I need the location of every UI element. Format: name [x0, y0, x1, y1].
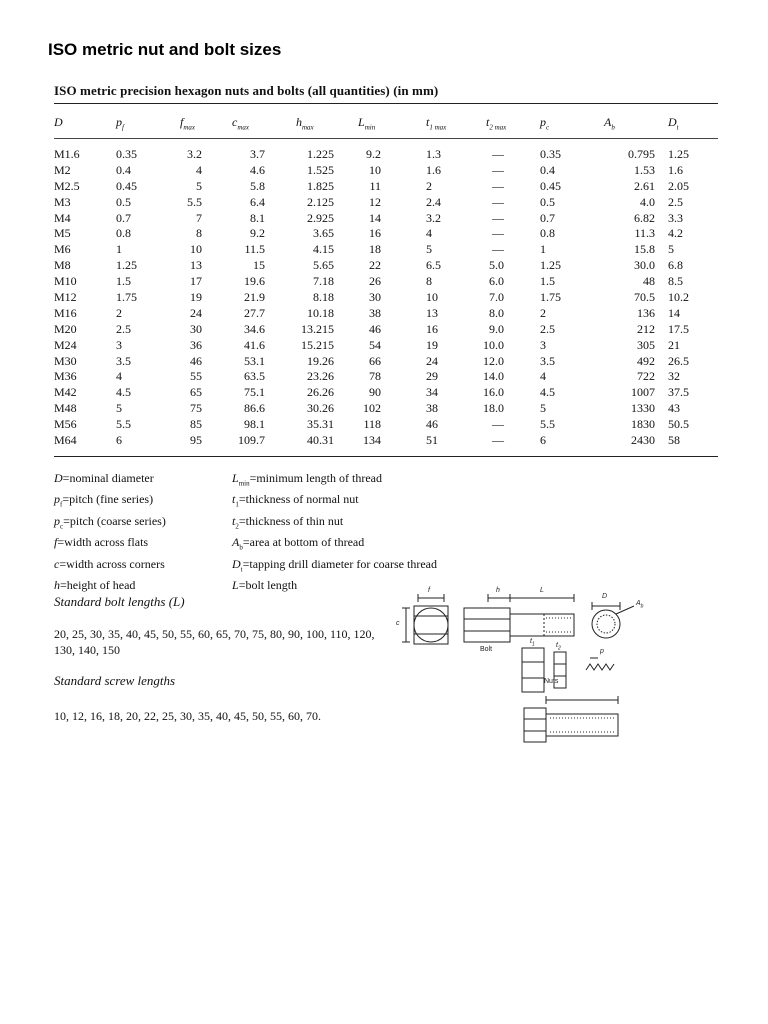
table-row	[0, 195, 768, 211]
screw-lengths-heading: Standard screw lengths	[54, 673, 176, 688]
column-header: $f_{max}$	[180, 115, 196, 132]
legend-left	[54, 470, 166, 599]
table-row	[0, 306, 768, 322]
table-row	[0, 385, 768, 401]
table-cell: 3	[540, 337, 546, 352]
table-cell: 3.2	[426, 210, 441, 225]
table-cell: 11.5	[244, 242, 265, 257]
table-cell: 118	[363, 417, 381, 432]
table-cell: 48	[643, 274, 655, 289]
column-header: D	[54, 115, 63, 129]
table-cell: 4.0	[640, 194, 655, 209]
table-cell: 35.31	[307, 417, 334, 432]
table-row	[0, 322, 768, 338]
legend-entry: c=width across corners	[54, 556, 165, 571]
screw-lengths-text: 10, 12, 16, 18, 20, 22, 25, 30, 35, 40, 45, 50, 55, 60, 70.	[54, 709, 321, 723]
table-cell: 136	[637, 305, 655, 320]
table-cell: 6	[540, 433, 546, 448]
thread-section	[592, 610, 620, 638]
table-cell: 41.6	[244, 337, 265, 352]
table-cell: 1007	[631, 385, 655, 400]
table-cell: 1.75	[540, 290, 561, 305]
table-row	[0, 417, 768, 433]
table-header-rule	[54, 138, 718, 139]
table-cell: 3.2	[187, 147, 202, 161]
table-cell: 23.26	[307, 369, 334, 384]
table-cell: 4	[426, 226, 432, 241]
label-f: f	[428, 587, 430, 594]
table-cell: 5.5	[540, 417, 555, 432]
hex-head-end-view	[414, 606, 448, 644]
table-cell: M42	[54, 385, 77, 400]
table-cell: M5	[54, 226, 71, 241]
table-cell: 90	[369, 385, 381, 400]
table-cell: 58	[668, 433, 680, 448]
table-bottom-rule	[54, 456, 718, 457]
table-cell: 16	[426, 321, 438, 336]
table-cell: 19.26	[307, 353, 334, 368]
table-cell: 1.25	[116, 258, 137, 273]
table-cell: 38	[426, 401, 438, 416]
table-cell: 1.6	[426, 162, 441, 177]
table-cell: 6.8	[668, 258, 683, 273]
table-cell: 492	[637, 353, 655, 368]
table-cell: M24	[54, 337, 77, 352]
label-bolt: Bolt	[480, 646, 493, 653]
table-cell: 1.5	[116, 274, 131, 289]
table-cell: 4.5	[540, 385, 555, 400]
table-cell: 34	[426, 385, 438, 400]
table-cell: 7.0	[489, 290, 504, 305]
table-cell: 24	[190, 305, 202, 320]
table-header-row	[0, 115, 768, 133]
normal-nut	[522, 648, 544, 692]
column-header: $t_{1 max}$	[426, 115, 447, 132]
table-cell: 14	[668, 305, 680, 320]
table-cell: 5	[426, 242, 432, 257]
column-header: $p_c$	[540, 115, 550, 132]
column-header: $L_{min}$	[358, 115, 376, 132]
table-row	[0, 354, 768, 370]
table-cell: 3.7	[250, 147, 265, 161]
table-cell: 2.5	[116, 321, 131, 336]
table-cell: 9.2	[250, 226, 265, 241]
bolt-nut-drawing	[394, 588, 694, 754]
table-cell: 18.0	[483, 401, 504, 416]
table-cell: 75	[190, 401, 202, 416]
table-cell: 14	[369, 210, 381, 225]
label-D: D	[602, 593, 608, 600]
legend-entry: h=height of head	[54, 578, 136, 593]
table-cell: 2.61	[634, 178, 655, 193]
table-cell: 27.7	[244, 305, 265, 320]
table-cell: M4	[54, 210, 71, 225]
table-body	[0, 147, 768, 449]
table-cell: M30	[54, 353, 77, 368]
table-row	[0, 163, 768, 179]
table-cell: 305	[637, 337, 655, 352]
legend-entry: D=nominal diameter	[54, 471, 154, 485]
table-row	[0, 179, 768, 195]
page-title: ISO metric nut and bolt sizes	[48, 40, 282, 59]
table-cell: 0.7	[116, 210, 131, 225]
table-cell: 2.05	[668, 178, 689, 193]
table-cell: 98.1	[244, 417, 265, 432]
column-header: $h_{max}$	[296, 115, 314, 132]
table-cell: 1.53	[634, 162, 655, 177]
table-cell: 9.2	[366, 147, 381, 161]
table-cell: 2	[116, 305, 122, 320]
table-cell: 3.5	[540, 353, 555, 368]
table-cell: 8.1	[250, 210, 265, 225]
legend-right	[232, 470, 437, 599]
legend-entry: $L_{min}=minimum$ length of thread	[232, 471, 382, 488]
table-cell: 1.5	[540, 274, 555, 289]
table-cell: 6	[116, 433, 122, 448]
screw-shank	[546, 714, 618, 736]
legend-entry: L=bolt length	[232, 578, 298, 593]
table-cell: 5.8	[250, 178, 265, 193]
table-row	[0, 242, 768, 258]
table-cell: 5.5	[187, 194, 202, 209]
label-p: p	[600, 648, 604, 655]
table-cell: 0.8	[116, 226, 131, 241]
table-cell: —	[492, 242, 504, 257]
table-cell: 3.65	[313, 226, 334, 241]
legend-entry: f=width across flats	[54, 535, 149, 550]
table-cell: 6.82	[634, 210, 655, 225]
table-cell: 75.1	[244, 385, 265, 400]
table-cell: 0.4	[116, 162, 131, 177]
table-cell: 21.9	[244, 290, 265, 305]
table-cell: 109.7	[238, 433, 265, 448]
table-cell: 2	[426, 178, 432, 193]
table-cell: 13.215	[301, 321, 334, 336]
table-cell: —	[492, 226, 504, 241]
table-cell: 10.2	[668, 290, 689, 305]
table-cell: 4	[540, 369, 546, 384]
table-cell: —	[492, 178, 504, 193]
table-cell: 0.7	[540, 210, 555, 225]
table-cell: 30.26	[307, 401, 334, 416]
table-cell: 85	[190, 417, 202, 432]
table-row	[0, 274, 768, 290]
bolt-shank	[510, 614, 574, 636]
table-row	[0, 369, 768, 385]
table-cell: 65	[190, 385, 202, 400]
table-cell: 5.0	[489, 258, 504, 273]
table-cell: 11	[369, 178, 381, 193]
table-cell: 2430	[631, 433, 655, 448]
table-cell: M6	[54, 242, 71, 257]
table-cell: 19	[190, 290, 202, 305]
legend-entry: $p_f=pitch$ (fine series)	[54, 492, 154, 509]
table-cell: 12	[369, 194, 381, 209]
label-Ab: $A_b$	[636, 600, 644, 610]
table-cell: 2.4	[426, 194, 441, 209]
label-nuts: Nuts	[544, 678, 559, 685]
table-cell: 4.15	[313, 242, 334, 257]
table-row	[0, 258, 768, 274]
table-cell: 5	[668, 242, 674, 257]
table-cell: 1330	[631, 401, 655, 416]
table-cell: 2.925	[307, 210, 334, 225]
legend-entry: $t_1=thickness$ of normal nut	[232, 492, 359, 509]
table-cell: M56	[54, 417, 77, 432]
table-cell: 1.525	[307, 162, 334, 177]
table-cell: 8	[426, 274, 432, 289]
table-cell: 29	[426, 369, 438, 384]
table-cell: 32	[668, 369, 680, 384]
table-cell: 212	[637, 321, 655, 336]
table-cell: 1.825	[307, 178, 334, 193]
table-cell: 0.35	[116, 147, 137, 161]
table-cell: M12	[54, 290, 77, 305]
table-cell: 43	[668, 401, 680, 416]
table-cell: 5.65	[313, 258, 334, 273]
table-cell: 1.25	[540, 258, 561, 273]
table-cell: 17.5	[668, 321, 689, 336]
table-cell: 12.0	[483, 353, 504, 368]
table-cell: 3.3	[668, 210, 683, 225]
table-cell: 66	[369, 353, 381, 368]
bolt-head-side	[464, 608, 510, 642]
table-cell: 17	[190, 274, 202, 289]
table-cell: 26.26	[307, 385, 334, 400]
table-cell: 22	[369, 258, 381, 273]
label-L: L	[540, 587, 544, 594]
table-cell: 10.0	[483, 337, 504, 352]
table-cell: —	[492, 417, 504, 432]
table-top-rule	[54, 103, 718, 104]
table-cell: 8.18	[313, 290, 334, 305]
table-cell: 38	[369, 305, 381, 320]
table-cell: 34.6	[244, 321, 265, 336]
table-cell: —	[492, 147, 504, 161]
bolt-lengths-heading: Standard bolt lengths (L)	[54, 594, 185, 609]
label-t2: $t_2$	[556, 642, 561, 652]
table-cell: 5.5	[116, 417, 131, 432]
table-row	[0, 226, 768, 242]
table-cell: 3	[116, 337, 122, 352]
table-cell: M36	[54, 369, 77, 384]
table-cell: 30	[369, 290, 381, 305]
label-t1: $t_1$	[530, 638, 535, 648]
table-cell: 4.6	[250, 162, 265, 177]
table-cell: 30.0	[634, 258, 655, 273]
table-cell: 7.18	[313, 274, 334, 289]
table-cell: 53.1	[244, 353, 265, 368]
table-cell: M3	[54, 194, 71, 209]
table-cell: 1.6	[668, 162, 683, 177]
table-cell: M8	[54, 258, 71, 273]
table-cell: 0.45	[540, 178, 561, 193]
legend-entry: $t_2=thickness$ of thin nut	[232, 513, 344, 531]
bolt-nut-diagram	[394, 588, 694, 754]
table-cell: 0.35	[540, 147, 561, 161]
table-cell: 2.5	[540, 321, 555, 336]
table-cell: 8	[196, 226, 202, 241]
table-cell: 0.5	[540, 194, 555, 209]
table-cell: 95	[190, 433, 202, 448]
table-cell: M10	[54, 274, 77, 289]
table-cell: 26.5	[668, 353, 689, 368]
table-row	[0, 433, 768, 449]
table-cell: 19	[426, 337, 438, 352]
table-cell: 2	[540, 305, 546, 320]
table-cell: 10.18	[307, 305, 334, 320]
legend-entry: $A_b=area$ at bottom of thread	[232, 535, 365, 552]
table-cell: 9.0	[489, 321, 504, 336]
table-cell: —	[492, 162, 504, 177]
table-cell: 4	[116, 369, 122, 384]
table-cell: M48	[54, 401, 77, 416]
table-cell: 86.6	[244, 401, 265, 416]
table-cell: —	[492, 210, 504, 225]
table-cell: M1.6	[54, 147, 80, 161]
table-cell: 4.5	[116, 385, 131, 400]
table-cell: 15	[253, 258, 265, 273]
table-cell: 3.5	[116, 353, 131, 368]
table-cell: 6.4	[250, 194, 265, 209]
table-cell: 36	[190, 337, 202, 352]
column-header: $A_b$	[604, 115, 615, 132]
table-cell: 26	[369, 274, 381, 289]
table-row	[0, 338, 768, 354]
table-cell: 14.0	[483, 369, 504, 384]
table-cell: 8.0	[489, 305, 504, 320]
table-caption: ISO metric precision hexagon nuts and bolts (all quantities) (in mm)	[54, 83, 439, 98]
table-cell: 40.31	[307, 433, 334, 448]
label-h: h	[496, 587, 500, 594]
table-cell: M16	[54, 305, 77, 320]
table-cell: 722	[637, 369, 655, 384]
table-cell: 24	[426, 353, 438, 368]
table-row	[0, 211, 768, 227]
table-cell: —	[492, 433, 504, 448]
table-row	[0, 290, 768, 306]
table-cell: 10	[426, 290, 438, 305]
table-cell: 1	[540, 242, 546, 257]
table-cell: 11.3	[634, 226, 655, 241]
table-cell: 1.75	[116, 290, 137, 305]
table-cell: M64	[54, 433, 77, 448]
table-cell: 70.5	[634, 290, 655, 305]
table-cell: 102	[363, 401, 381, 416]
table-cell: 13	[190, 258, 202, 273]
table-row	[0, 147, 768, 163]
table-cell: 0.795	[628, 147, 655, 161]
table-cell: 1	[116, 242, 122, 257]
hex-head-circle	[414, 608, 448, 642]
table-cell: 0.4	[540, 162, 555, 177]
table-cell: M2	[54, 162, 71, 177]
table-cell: 6.5	[426, 258, 441, 273]
table-cell: M20	[54, 321, 77, 336]
table-cell: 10	[369, 162, 381, 177]
column-header: $c_{max}$	[232, 115, 249, 132]
table-cell: 51	[426, 433, 438, 448]
table-cell: 46	[190, 353, 202, 368]
table-cell: 18	[369, 242, 381, 257]
legend-entry: $p_c=pitch$ (coarse series)	[54, 513, 166, 531]
table-cell: 5	[196, 178, 202, 193]
table-cell: 16.0	[483, 385, 504, 400]
table-cell: 13	[426, 305, 438, 320]
legend-entry: $D_t=tapping$ drill diameter for coarse thread	[232, 556, 437, 574]
table-cell: M2.5	[54, 178, 80, 193]
table-cell: 6.0	[489, 274, 504, 289]
table-cell: 46	[426, 417, 438, 432]
column-header: $D_t$	[668, 115, 679, 132]
column-header: $t_{2 max}$	[486, 115, 507, 132]
table-cell: 1.225	[307, 147, 334, 161]
bolt-lengths-text: 20, 25, 30, 35, 40, 45, 50, 55, 60, 65, 70, 75, 80, 90, 100, 110, 120, 130, 140, 150	[54, 627, 375, 657]
table-cell: 4	[196, 162, 202, 177]
table-cell: 0.45	[116, 178, 137, 193]
label-c: c	[396, 620, 400, 627]
column-header: $p_f$	[116, 115, 124, 132]
table-row	[0, 401, 768, 417]
table-cell: 1830	[631, 417, 655, 432]
table-cell: 78	[369, 369, 381, 384]
table-cell: 30	[190, 321, 202, 336]
table-cell: 63.5	[244, 369, 265, 384]
table-cell: 15.215	[301, 337, 334, 352]
table-cell: 21	[668, 337, 680, 352]
table-cell: 10	[190, 242, 202, 257]
screw-head	[524, 708, 546, 742]
table-cell: 5	[116, 401, 122, 416]
table-cell: 50.5	[668, 417, 689, 432]
table-cell: 2.125	[307, 194, 334, 209]
table-cell: 19.6	[244, 274, 265, 289]
table-cell: 54	[369, 337, 381, 352]
table-cell: 2.5	[668, 194, 683, 209]
table-cell: 4.2	[668, 226, 683, 241]
table-cell: 8.5	[668, 274, 683, 289]
table-cell: 16	[369, 226, 381, 241]
table-cell: 7	[196, 210, 202, 225]
table-cell: 0.5	[116, 194, 131, 209]
table-cell: 1.25	[668, 147, 689, 161]
table-cell: 46	[369, 321, 381, 336]
table-cell: 5	[540, 401, 546, 416]
table-cell: 134	[363, 433, 381, 448]
table-cell: 55	[190, 369, 202, 384]
table-cell: 37.5	[668, 385, 689, 400]
table-cell: 15.8	[634, 242, 655, 257]
thread-pitch-zigzag	[586, 664, 614, 670]
table-cell: 1.3	[426, 147, 441, 161]
table-cell: —	[492, 194, 504, 209]
table-cell: 0.8	[540, 226, 555, 241]
